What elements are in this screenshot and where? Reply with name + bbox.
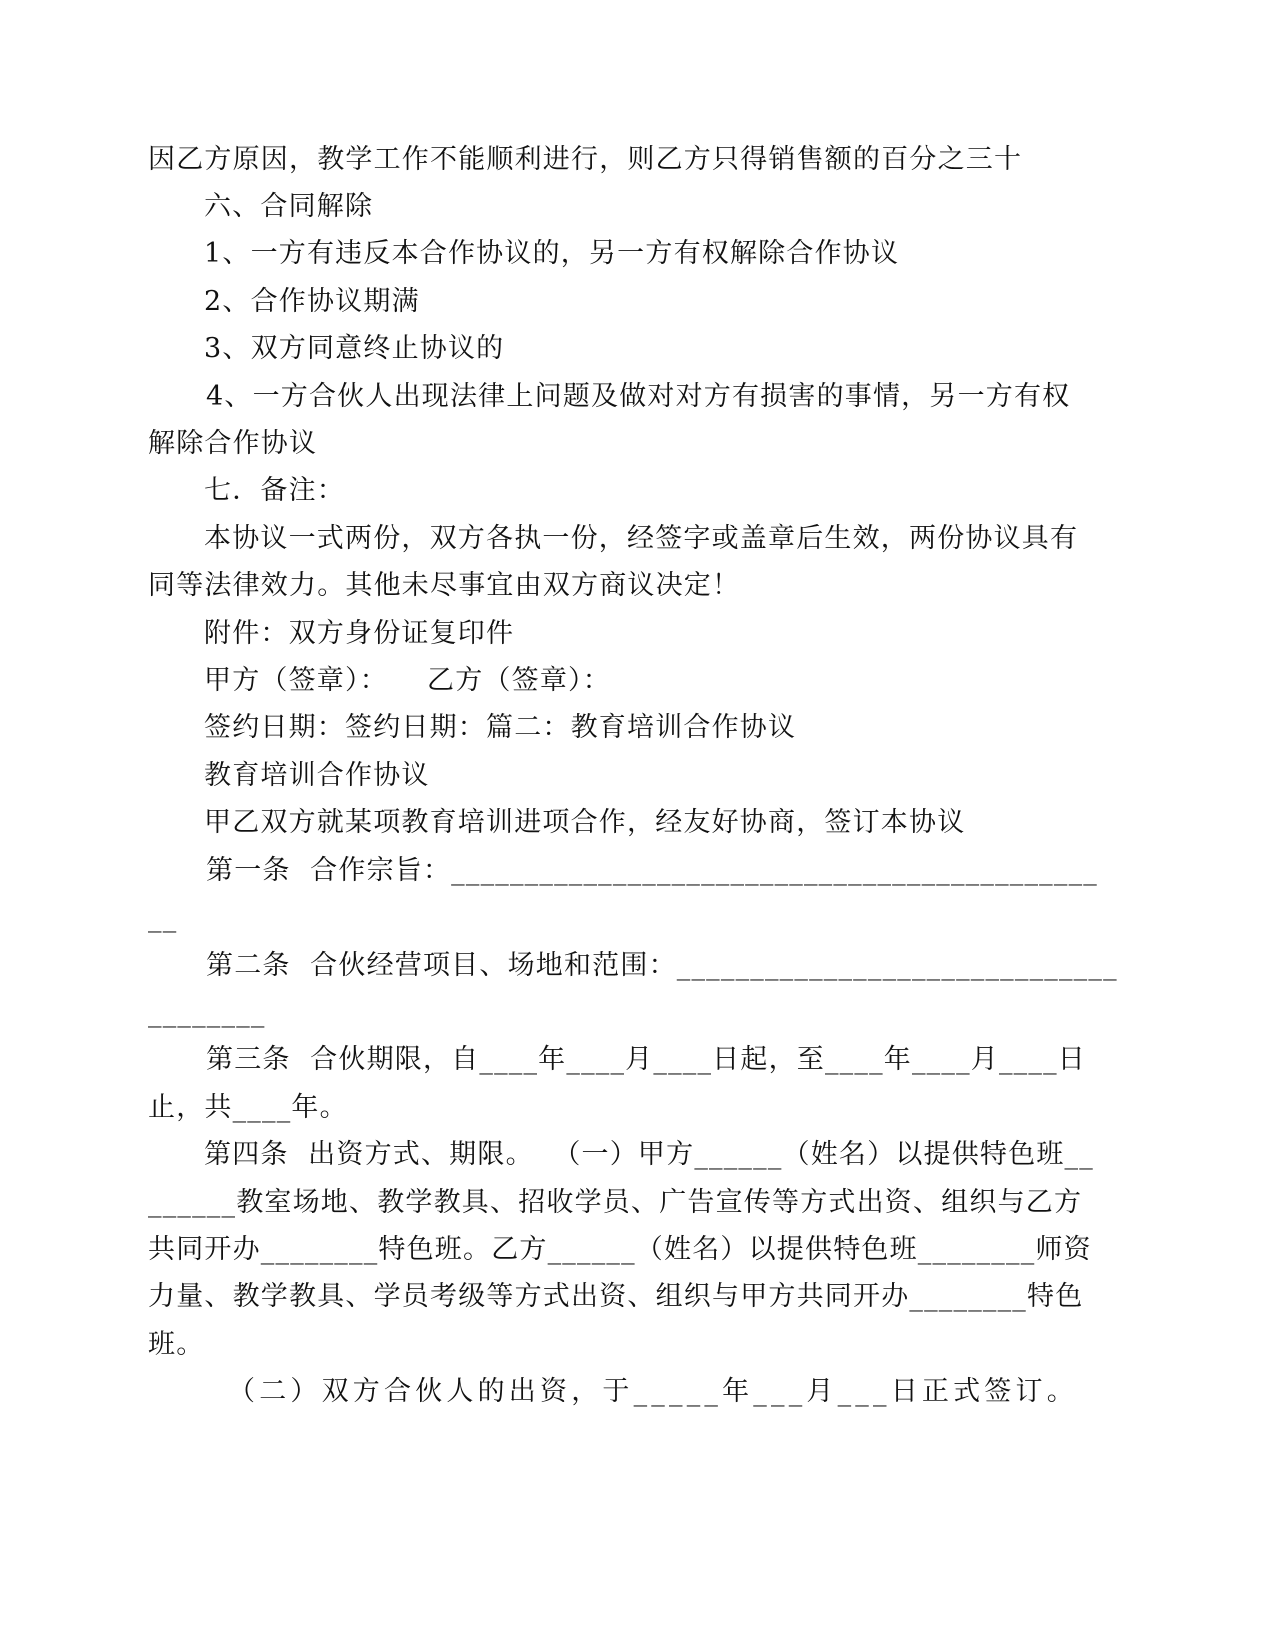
text-line: 班。 <box>148 1329 205 1360</box>
blank-line: ________ <box>148 997 266 1028</box>
article-line: 第四条 出资方式、期限。 （一）甲方______（姓名）以提供特色班__ <box>204 1139 1094 1170</box>
blank-line: __ <box>148 902 178 933</box>
article-line: 第二条 合伙经营项目、场地和范围：______________________________ <box>206 950 1118 981</box>
list-item: 4、一方合伙人出现法律上问题及做对对方有损害的事情，另一方有权 <box>206 381 1071 412</box>
section-heading: 六、合同解除 <box>204 191 374 222</box>
signature-line: 甲方（签章）： 乙方（签章）： <box>204 665 611 696</box>
text-line: （二）双方合伙人的出资，于_____年___月___日正式签订。 <box>228 1376 1078 1407</box>
list-item: 1、一方有违反本合作协议的，另一方有权解除合作协议 <box>204 238 900 269</box>
section-heading: 七．备注： <box>204 475 345 506</box>
document-title: 教育培训合作协议 <box>204 760 430 791</box>
date-line: 签约日期：签约日期：篇二：教育培训合作协议 <box>204 712 797 743</box>
text-line: 因乙方原因，教学工作不能顺利进行，则乙方只得销售额的百分之三十 <box>148 144 1023 175</box>
text-line: 甲乙双方就某项教育培训进项合作，经友好协商，签订本协议 <box>204 807 966 838</box>
article-line: 第一条 合作宗旨：____________________________________________ <box>206 855 1098 886</box>
text-line: 解除合作协议 <box>148 428 318 459</box>
article-line: 第三条 合伙期限，自____年____月____日起，至____年____月____日 <box>206 1044 1086 1075</box>
text-line: ______教室场地、教学教具、招收学员、广告宣传等方式出资、组织与乙方 <box>148 1187 1083 1218</box>
list-item: 2、合作协议期满 <box>204 286 420 317</box>
text-line: 力量、教学教具、学员考级等方式出资、组织与甲方共同开办________特色 <box>148 1281 1084 1312</box>
text-line: 同等法律效力。其他未尽事宜由双方商议决定！ <box>148 570 741 601</box>
text-line: 止，共____年。 <box>148 1092 348 1123</box>
text-line: 附件：双方身份证复印件 <box>204 618 515 649</box>
text-line: 共同开办________特色班。乙方______（姓名）以提供特色班________师资 <box>148 1234 1092 1265</box>
list-item: 3、双方同意终止协议的 <box>204 333 505 364</box>
text-line: 本协议一式两份，双方各执一份，经签字或盖章后生效，两份协议具有 <box>204 523 1079 554</box>
